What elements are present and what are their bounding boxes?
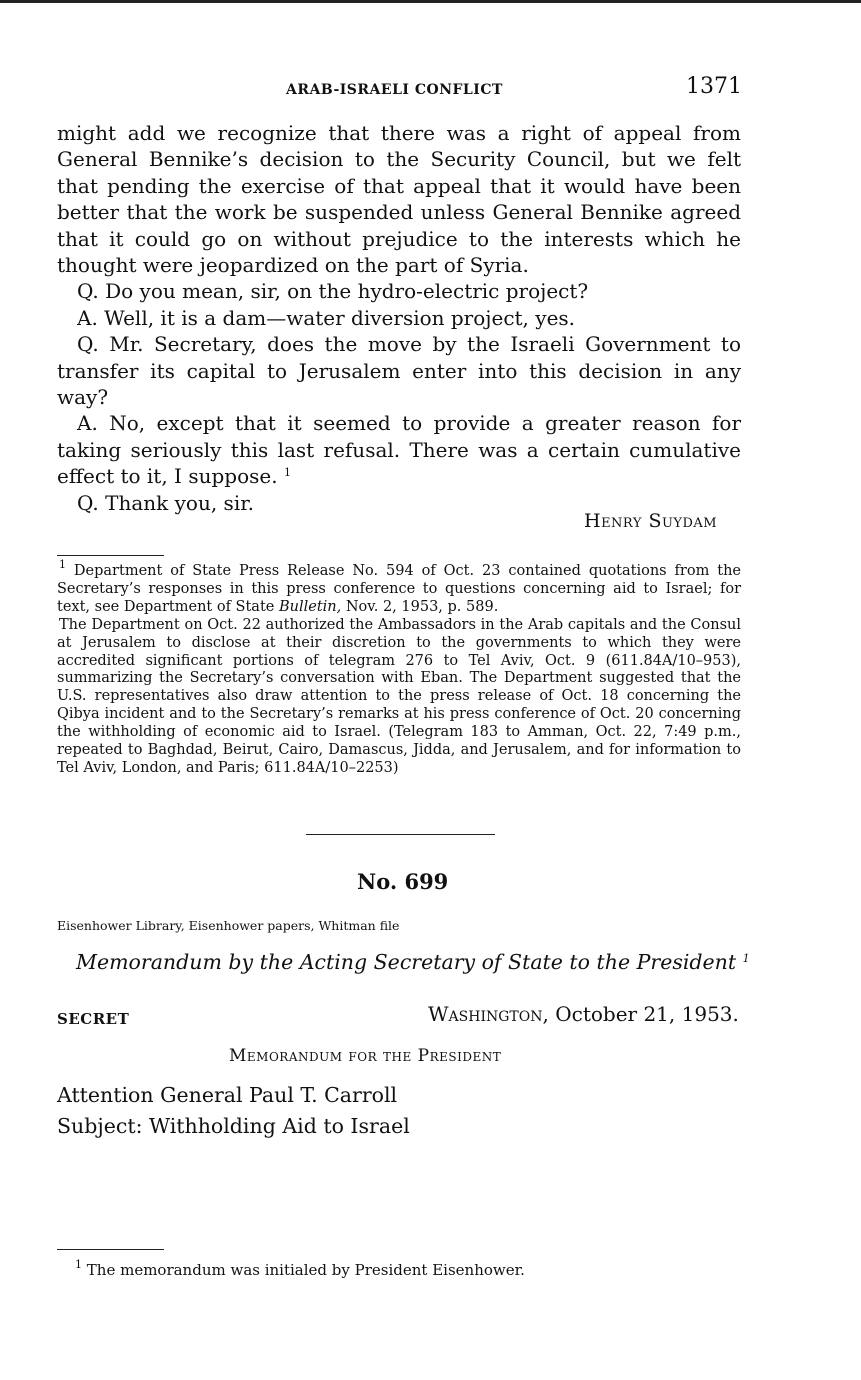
source-note: Eisenhower Library, Eisenhower papers, Whitman file (57, 918, 400, 933)
answer-paragraph: A. Well, it is a dam—water diversion project, yes. (77, 305, 576, 330)
answer-text: A. No, except that it seemed to provide a greater reason for taking seriously this last refusal. There was a certain cumulative effect to it, I suppose. (57, 411, 741, 489)
footnote-1-continued: The Department on Oct. 22 authorized the Ambassadors in the Arab capitals and the Consul at Jerusalem to disclose at their discretion to the governments to which they were accredited significant portions of telegram 276 to Tel Aviv, Oct. 9 (611.84A/10–953), summarizing the Secretary’s conversation with Eban. The Department suggested that the U.S. representatives also draw attention to the press release of Oct. 18 concerning the Qibya incident and to the Secretary’s remarks at his press conference of Oct. 20 concerning the withholding of economic aid to Israel. (Telegram 183 to Amman, Oct. 22, 7:49 p.m., repeated to Baghdad, Beirut, Cairo, Damascus, Jidda, and Jerusalem, and for information to Tel Aviv, London, and Paris; 611.84A/10–2253) (57, 616, 741, 776)
footnote-1 (57, 558, 741, 617)
page-number: 1371 (686, 74, 742, 99)
question-paragraph: Q. Do you mean, sir, on the hydro-electric project? (77, 279, 589, 304)
footnote-ref: 1 (283, 466, 291, 480)
document-number: No. 699 (357, 869, 449, 894)
footnotes (57, 558, 741, 778)
footnote-mark: 1 (59, 558, 66, 571)
dateline-place: Washington, (428, 1002, 549, 1026)
document-title-text: Memorandum by the Acting Secretary of State to the President (76, 950, 737, 974)
body-paragraph: might add we recognize that there was a right of appeal from General Bennike’s decision to the Security Council, but we felt that pending the exercise of that appeal that it would have been better that the work be suspended unless General Bennike agreed that it could go on without prejudice to the interests which he thought were jeopardized on the part of Syria. (57, 121, 741, 278)
bottom-footnote (75, 1258, 525, 1279)
running-head: ARAB-ISRAELI CONFLICT (286, 82, 503, 98)
publication-title: Bulletin, (278, 598, 342, 615)
classification: SECRET (57, 1010, 130, 1028)
page-top-border (0, 0, 861, 3)
section-divider (306, 834, 495, 835)
dateline-date: October 21, 1953. (555, 1002, 739, 1026)
subject-line: Subject: Withholding Aid to Israel (57, 1114, 410, 1138)
question-paragraph: Q. Thank you, sir. (77, 490, 254, 515)
answer-paragraph (57, 410, 741, 489)
attention-line: Attention General Paul T. Carroll (57, 1083, 398, 1107)
memo-heading: Memorandum for the President (229, 1046, 502, 1066)
footnote-text: Nov. 2, 1953, p. 589. (341, 598, 499, 615)
footnote-divider (57, 555, 164, 556)
footnote-text: The memorandum was initialed by President Eisenhower. (86, 1261, 525, 1279)
dateline (428, 1002, 739, 1026)
footnote-ref: 1 (742, 952, 750, 965)
document-title (76, 950, 750, 974)
signature: Henry Suydam (584, 510, 718, 532)
footnote-mark: 1 (75, 1258, 82, 1271)
question-paragraph: Q. Mr. Secretary, does the move by the Israeli Government to transfer its capital to Jerusalem enter into this decision in any way? (57, 332, 741, 410)
footnote-text: Department of State Press Release No. 594 of Oct. 23 contained quotations from the Secretary’s responses in this press conference to questions concerning aid to Israel; for text, see Department of State (57, 563, 741, 615)
footnote-divider (57, 1249, 164, 1250)
body-text (57, 120, 741, 516)
